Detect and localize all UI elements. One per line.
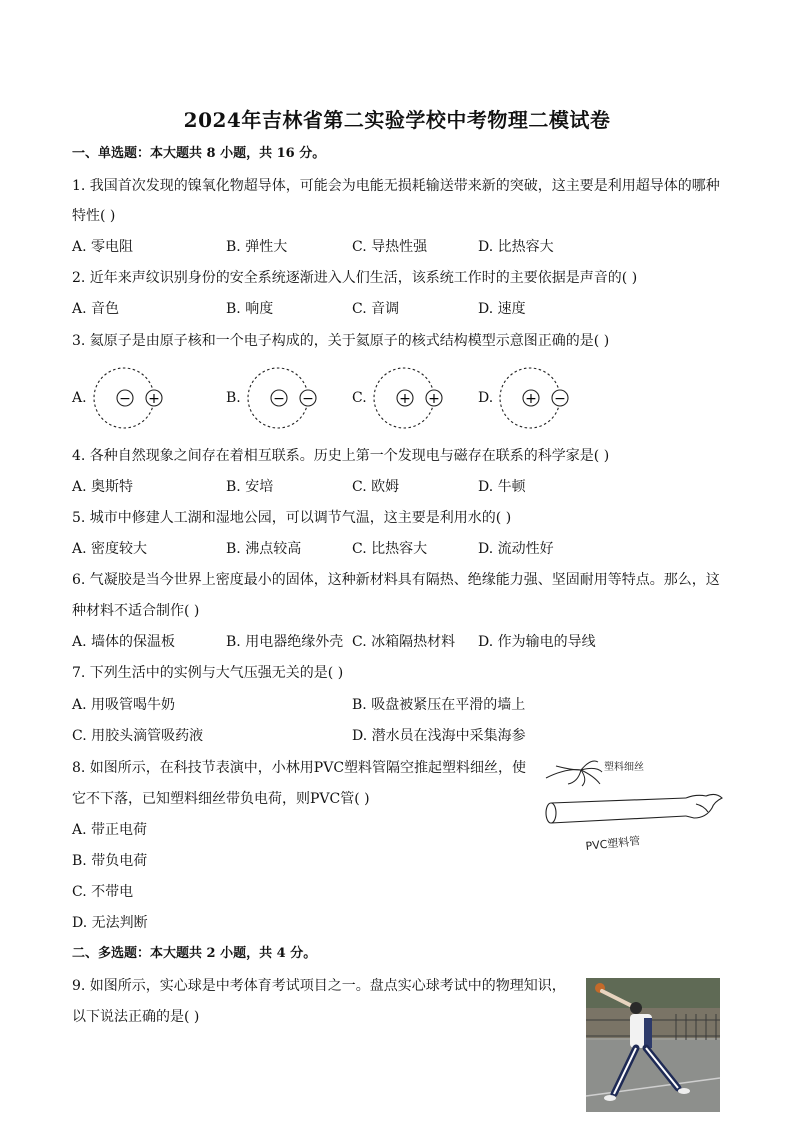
threads-label: 塑料细丝 (604, 762, 644, 773)
atom-c-electron-sign: + (428, 391, 440, 407)
atom-a-nucleus-sign: − (119, 391, 131, 407)
q2-option-d: D. 速度 (478, 301, 526, 317)
pvc-pipe-figure (536, 758, 726, 858)
question-7-text: 7. 下列生活中的实例与大气压强无关的是( ) (72, 665, 344, 681)
question-1-text: 1. 我国首次发现的镍氧化物超导体，可能会为电能无损耗输送带来新的突破，这主要是利用超导体的哪种 (72, 178, 720, 194)
question-3-text: 3. 氦原子是由原子核和一个电子构成的，关于氦原子的核式结构模型示意图正确的是( ) (72, 333, 610, 349)
q6-option-b: B. 用电器绝缘外壳 (226, 634, 344, 650)
q4-option-b: B. 安培 (226, 479, 274, 495)
page-title: 2024年吉林省第二实验学校中考物理二模试卷 (183, 108, 611, 132)
q6-option-a: A. 墙体的保温板 (72, 634, 176, 650)
section-heading-single-choice: 一、单选题：本大题共 8 小题，共 16 分。 (72, 146, 326, 161)
question-9-text: 9. 如图所示，实心球是中考体育考试项目之一。盘点实心球考试中的物理知识， (72, 978, 566, 994)
question-6-text: 6. 气凝胶是当今世界上密度最小的固体，这种新材料具有隔热、绝缘能力强、坚固耐用等特点。那么，这 (72, 572, 720, 588)
q7-option-a: A. 用吸管喝牛奶 (72, 697, 176, 713)
q6-option-c: C. 冰箱隔热材料 (352, 634, 456, 650)
q4-option-d: D. 牛顿 (478, 479, 526, 495)
question-4-text: 4. 各种自然现象之间存在着相互联系。历史上第一个发现电与磁存在联系的科学家是( ) (72, 448, 610, 464)
q2-option-b: B. 响度 (226, 301, 274, 317)
atom-d-nucleus-sign: + (525, 391, 537, 407)
q2-option-a: A. 音色 (72, 301, 120, 317)
q2-option-c: C. 音调 (352, 301, 400, 317)
q6-option-d: D. 作为输电的导线 (478, 634, 596, 650)
q8-option-c: C. 不带电 (72, 884, 134, 900)
question-1-text-cont: 特性( ) (72, 208, 116, 224)
q3-option-a-label: A. (72, 390, 87, 406)
atom-diagram-d (498, 366, 566, 430)
pvc-pipe-drawing (546, 794, 722, 823)
shot-put-student-photo (586, 978, 720, 1112)
question-8-text: 8. 如图所示，在科技节表演中，小林用PVC塑料管隔空推起塑料细丝，使 (72, 760, 527, 776)
atom-d-electron-sign: − (554, 391, 566, 407)
q8-option-b: B. 带负电荷 (72, 853, 148, 869)
q1-option-b: B. 弹性大 (226, 239, 288, 255)
question-2-text: 2. 近年来声纹识别身份的安全系统逐渐进入人们生活，该系统工作时的主要依据是声音的( ) (72, 270, 638, 286)
q5-option-d: D. 流动性好 (478, 541, 554, 557)
q7-option-c: C. 用胶头滴管吸药液 (72, 728, 204, 744)
q1-option-d: D. 比热容大 (478, 239, 554, 255)
q5-option-c: C. 比热容大 (352, 541, 428, 557)
q3-option-d-label: D. (478, 390, 494, 406)
section-heading-multiple-choice: 二、多选题：本大题共 2 小题，共 4 分。 (72, 946, 317, 961)
q8-option-d: D. 无法判断 (72, 915, 148, 931)
atom-diagram-b (246, 366, 314, 430)
atom-diagram-c (372, 366, 440, 430)
atom-b-electron-sign: − (302, 391, 314, 407)
atom-diagram-a (92, 366, 160, 430)
pvc-pipe-label: PVC塑料管 (584, 834, 641, 853)
q4-option-c: C. 欧姆 (352, 479, 400, 495)
atom-c-nucleus-sign: + (399, 391, 411, 407)
question-6-text-cont: 种材料不适合制作( ) (72, 603, 200, 619)
q3-option-c-label: C. (352, 390, 367, 406)
question-5-text: 5. 城市中修建人工湖和湿地公园，可以调节气温，这主要是利用水的( ) (72, 510, 512, 526)
q7-option-d: D. 潜水员在浅海中采集海参 (352, 728, 526, 744)
atom-b-nucleus-sign: − (273, 391, 285, 407)
atom-a-electron-sign: + (148, 391, 160, 407)
q8-option-a: A. 带正电荷 (72, 822, 148, 838)
q3-option-b-label: B. (226, 390, 241, 406)
q1-option-c: C. 导热性强 (352, 239, 428, 255)
q5-option-a: A. 密度较大 (72, 541, 148, 557)
q4-option-a: A. 奥斯特 (72, 479, 134, 495)
q5-option-b: B. 沸点较高 (226, 541, 302, 557)
q7-option-b: B. 吸盘被紧压在平滑的墙上 (352, 697, 526, 713)
plastic-threads-drawing (546, 761, 602, 786)
q1-option-a: A. 零电阻 (72, 239, 134, 255)
question-8-text-cont: 它不下落，已知塑料细丝带负电荷，则PVC管( ) (72, 791, 370, 807)
question-9-text-cont: 以下说法正确的是( ) (72, 1009, 200, 1025)
